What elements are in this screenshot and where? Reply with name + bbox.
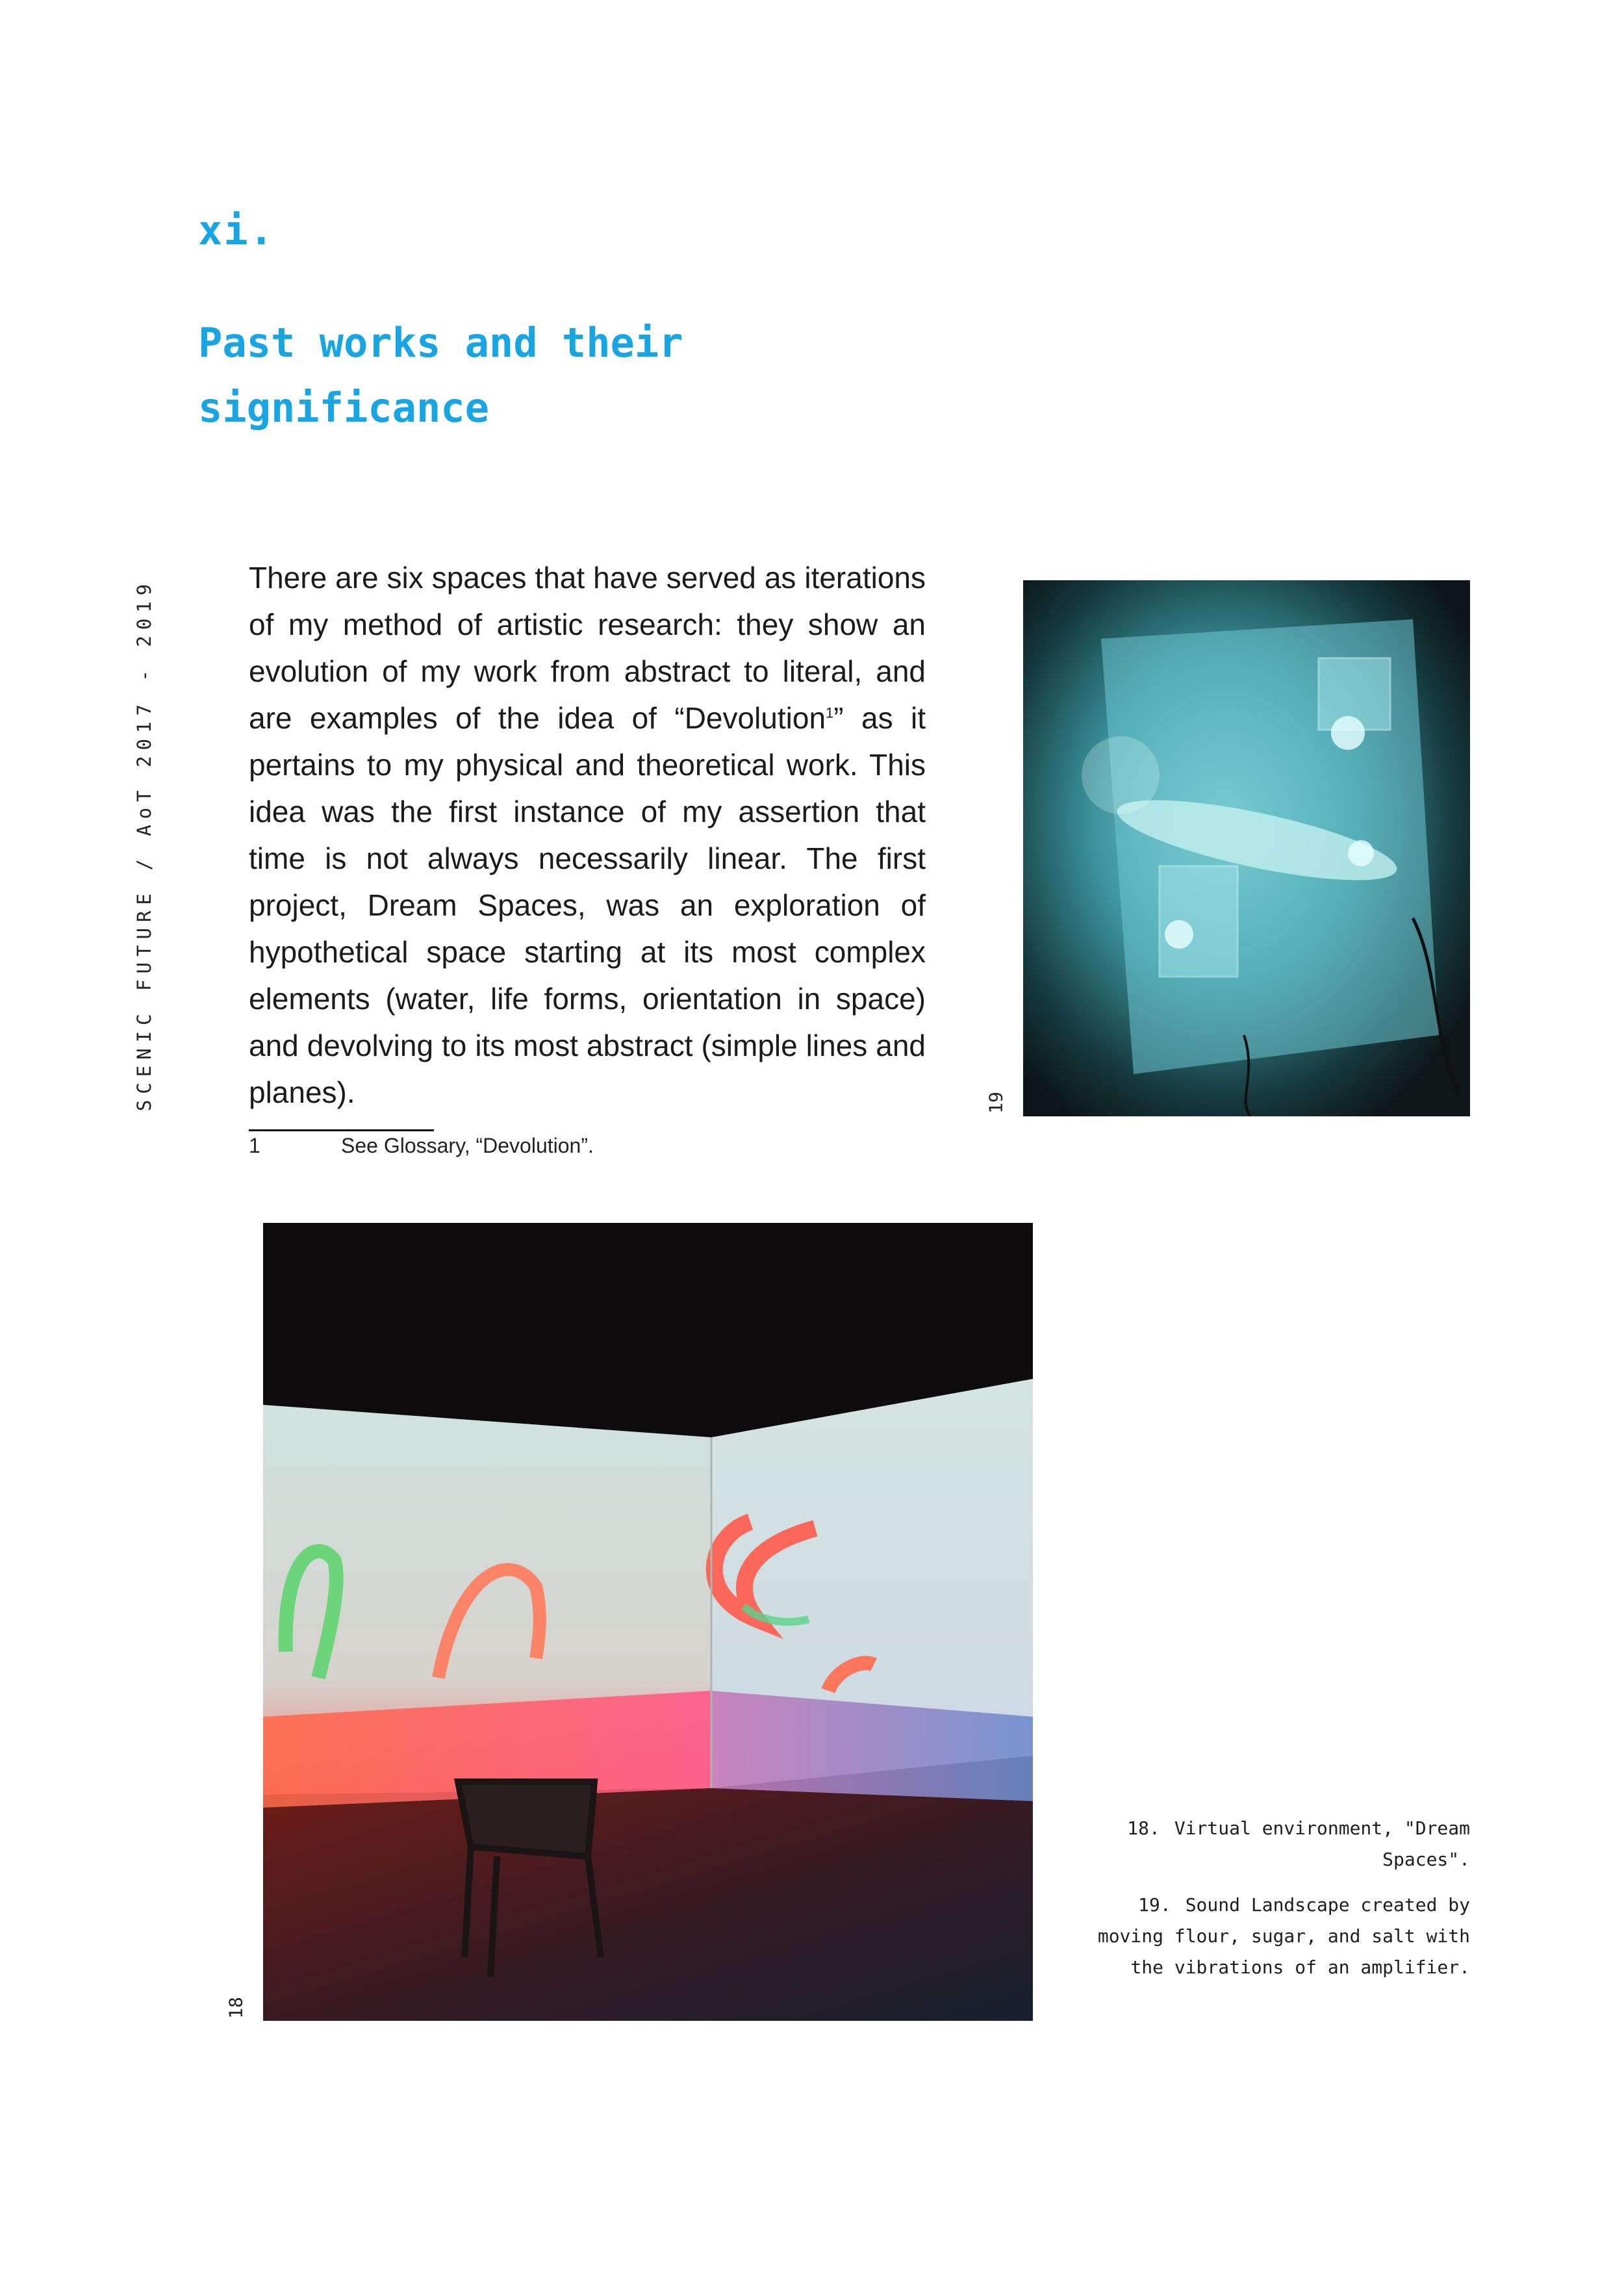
footnote-text: See Glossary, “Devolution”. bbox=[341, 1134, 594, 1157]
caption-19 bbox=[1080, 1890, 1470, 1983]
caption-18 bbox=[1080, 1813, 1470, 1875]
body-text-part-1: There are six spaces that have served as iterations of my method of artistic research: they show an evolution of my work from abstract to literal, and are examples of the idea of “Devolution bbox=[249, 561, 926, 735]
footnote bbox=[249, 1134, 594, 1158]
caption-19-text: Sound Landscape created by moving flour, sugar, and salt with the vibrations of an amplifier. bbox=[1097, 1894, 1470, 1978]
figure-19-label: 19 bbox=[985, 1092, 1007, 1114]
caption-18-text: Virtual environment, "Dream Spaces". bbox=[1174, 1817, 1470, 1870]
body-paragraph bbox=[249, 554, 926, 1116]
figure-19-photo bbox=[1023, 580, 1470, 1116]
chapter-number: xi. bbox=[198, 207, 275, 254]
figure-captions bbox=[1080, 1813, 1470, 1997]
caption-18-number: 18. bbox=[1127, 1817, 1160, 1839]
footnote-marker[interactable]: 1 bbox=[826, 704, 834, 721]
body-text-part-2: ” as it pertains to my physical and theoretical work. This idea was the first instance of my assertion that time is not always necessarily linear. The first project, Dream Spaces, was an exploration of hypothetical space starting at its most complex elements (water, life forms, orientation in space) and devolving to its most abstract (simple lines and planes). bbox=[249, 701, 926, 1109]
running-head: SCENIC FUTURE / AoT 2017 - 2019 bbox=[133, 578, 155, 1112]
footnote-divider bbox=[249, 1129, 434, 1131]
footnote-number: 1 bbox=[249, 1134, 260, 1157]
figure-18-label: 18 bbox=[225, 1997, 247, 2019]
caption-19-number: 19. bbox=[1138, 1894, 1171, 1916]
figure-18-photo bbox=[263, 1223, 1033, 2021]
chapter-title: Past works and their significance bbox=[198, 319, 683, 431]
